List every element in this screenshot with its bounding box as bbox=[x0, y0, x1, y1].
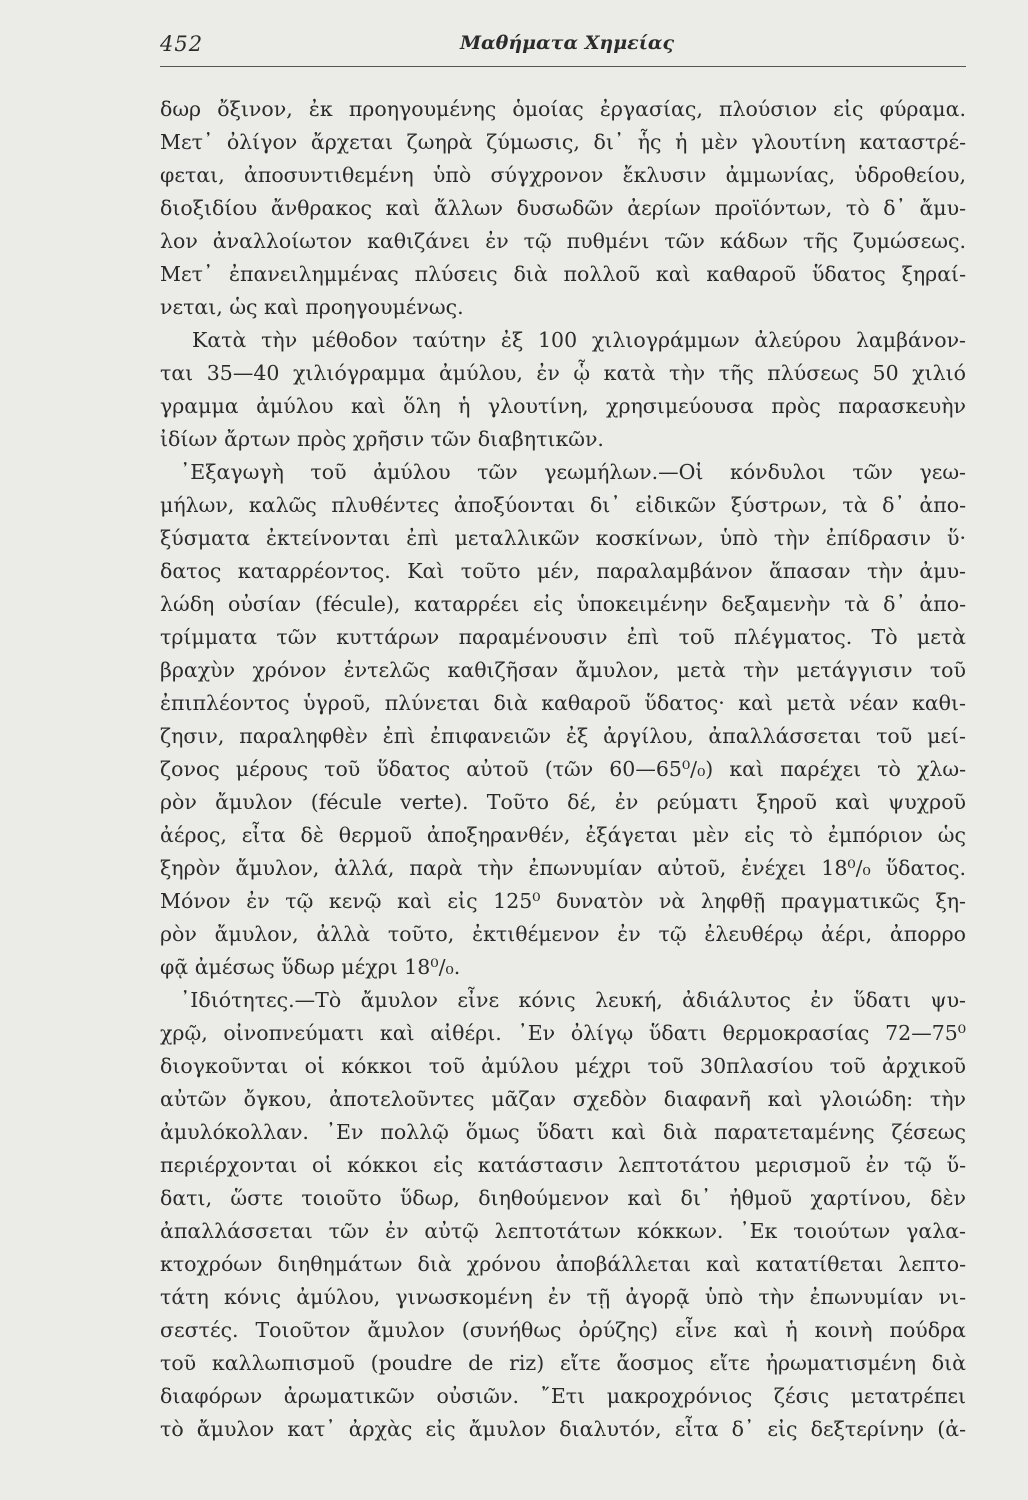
text-line: τάτη κόνις ἀμύλου, γινωσκομένη ἐν τῇ ἀγορᾷ ὑπὸ τὴν ἐπωνυμίαν νι- bbox=[160, 1285, 966, 1309]
text-line: νεται, ὡς καὶ προηγουμένως. bbox=[160, 295, 464, 319]
text-line: δωρ ὄξινον, ἐκ προηγουμένης ὁμοίας ἐργασίας, πλούσιον εἰς φύραμα. bbox=[160, 97, 966, 121]
text-line: ἀέρος, εἶτα δὲ θερμοῦ ἀποξηρανθέν, ἐξάγεται μὲν εἰς τὸ ἐμπόριον ὡς bbox=[160, 823, 966, 847]
text-line: Μόνον ἐν τῷ κενῷ καὶ εἰς 125⁰ δυνατὸν νὰ ληφθῇ πραγματικῶς ξη- bbox=[160, 889, 966, 913]
text-line: Μετ᾽ ὀλίγον ἄρχεται ζωηρὰ ζύμωσις, δι᾽ ἧς ἡ μὲν γλουτίνη καταστρέ- bbox=[160, 130, 966, 154]
text-line: δατος καταρρέοντος. Καὶ τοῦτο μέν, παραλαμβάνον ἅπασαν τὴν ἀμυ- bbox=[160, 559, 966, 583]
text-line: ἀμυλόκολλαν. ᾽Εν πολλῷ ὅμως ὕδατι καὶ διὰ παρατεταμένης ζέσεως bbox=[160, 1120, 966, 1144]
text-line: σεστές. Τοιοῦτον ἄμυλον (συνήθως ὀρύζης) εἶνε καὶ ἡ κοινὴ πούδρα bbox=[160, 1318, 966, 1342]
text-line: ξηρὸν ἄμυλον, ἀλλά, παρὰ τὴν ἐπωνυμίαν αὐτοῦ, ἐνέχει 18⁰/₀ ὕδατος. bbox=[160, 856, 966, 880]
text-line: ζονος μέρους τοῦ ὕδατος αὐτοῦ (τῶν 60—65⁰/₀) καὶ παρέχει τὸ χλω- bbox=[160, 757, 966, 781]
text-line: περιέρχονται οἱ κόκκοι εἰς κατάστασιν λεπτοτάτου μερισμοῦ ἐν τῷ ὕ- bbox=[160, 1153, 966, 1177]
text-line: διογκοῦνται οἱ κόκκοι τοῦ ἀμύλου μέχρι τοῦ 30πλασίου τοῦ ἀρχικοῦ bbox=[160, 1054, 966, 1078]
text-line: λώδη οὐσίαν (fécule), καταρρέει εἰς ὑποκειμένην δεξαμενὴν τὰ δ᾽ ἀπο- bbox=[160, 592, 966, 616]
text-line: ᾽Ιδιότητες.—Τὸ ἄμυλον εἶνε κόνις λευκή, ἀδιάλυτος ἐν ὕδατι ψυ- bbox=[180, 988, 966, 1012]
text-line: ἀπαλλάσσεται τῶν ἐν αὐτῷ λεπτοτάτων κόκκων. ᾽Εκ τοιούτων γαλα- bbox=[160, 1219, 966, 1243]
text-line: ρὸν ἄμυλον (fécule verte). Τοῦτο δέ, ἐν ρεύματι ξηροῦ καὶ ψυχροῦ bbox=[160, 790, 966, 814]
page-number: 452 bbox=[160, 32, 204, 56]
text-line: τρίμματα τῶν κυττάρων παραμένουσιν ἐπὶ τοῦ πλέγματος. Τὸ μετὰ bbox=[160, 625, 966, 649]
text-line: διαφόρων ἀρωματικῶν οὐσιῶν. ῎Ετι μακροχρόνιος ζέσις μετατρέπει bbox=[160, 1384, 966, 1408]
page-header bbox=[160, 28, 966, 62]
text-line: φεται, ἀποσυντιθεμένη ὑπὸ σύγχρονον ἔκλυσιν ἀμμωνίας, ὑδροθείου, bbox=[160, 163, 966, 187]
text-line: φᾷ ἀμέσως ὕδωρ μέχρι 18⁰/₀. bbox=[160, 955, 461, 979]
text-line: τὸ ἄμυλον κατ᾽ ἀρχὰς εἰς ἄμυλον διαλυτόν, εἶτα δ᾽ εἰς δεξτερίνην (ἀ- bbox=[160, 1417, 966, 1441]
body-text bbox=[160, 93, 966, 1446]
text-line: ἐπιπλέοντος ὑγροῦ, πλύνεται διὰ καθαροῦ ὕδατος· καὶ μετὰ νέαν καθι- bbox=[160, 691, 966, 715]
header-rule bbox=[160, 66, 966, 67]
text-line: χρῷ, οἰνοπνεύματι καὶ αἰθέρι. ᾽Εν ὀλίγῳ ὕδατι θερμοκρασίας 72—75⁰ bbox=[160, 1021, 966, 1045]
text-line: βραχὺν χρόνον ἐντελῶς καθιζῆσαν ἄμυλον, μετὰ τὴν μετάγγισιν τοῦ bbox=[160, 658, 966, 682]
text-line: μήλων, καλῶς πλυθέντες ἀποξύονται δι᾽ εἰδικῶν ξύστρων, τὰ δ᾽ ἀπο- bbox=[160, 493, 966, 517]
text-line: αὐτῶν ὄγκου, ἀποτελοῦντες μᾶζαν σχεδὸν διαφανῆ καὶ γλοιώδη: τὴν bbox=[160, 1087, 966, 1111]
text-line: ρὸν ἄμυλον, ἀλλὰ τοῦτο, ἐκτιθέμενον ἐν τῷ ἐλευθέρῳ ἀέρι, ἀπορρο bbox=[160, 922, 966, 946]
running-title: Μαθήματα Χημείας bbox=[460, 32, 675, 54]
text-line: διοξιδίου ἄνθρακος καὶ ἄλλων δυσωδῶν ἀερίων προϊόντων, τὸ δ᾽ ἄμυ- bbox=[160, 196, 966, 220]
text-line: ἰδίων ἄρτων πρὸς χρῆσιν τῶν διαβητικῶν. bbox=[160, 427, 604, 451]
text-line: Κατὰ τὴν μέθοδον ταύτην ἐξ 100 χιλιογράμμων ἀλεύρου λαμβάνον- bbox=[192, 328, 966, 352]
text-line: ξύσματα ἐκτείνονται ἐπὶ μεταλλικῶν κοσκίνων, ὑπὸ τὴν ἐπίδρασιν ὕ· bbox=[160, 526, 966, 550]
text-line: Μετ᾽ ἐπανειλημμένας πλύσεις διὰ πολλοῦ καὶ καθαροῦ ὕδατος ξηραί- bbox=[160, 262, 966, 286]
text-line: ᾽Εξαγωγὴ τοῦ ἀμύλου τῶν γεωμήλων.—Οἱ κόνδυλοι τῶν γεω- bbox=[180, 460, 966, 484]
text-line: ται 35—40 χιλιόγραμμα ἀμύλου, ἐν ᾧ κατὰ τὴν τῆς πλύσεως 50 χιλιό bbox=[160, 361, 966, 385]
text-line: τοῦ καλλωπισμοῦ (poudre de riz) εἴτε ἄοσμος εἴτε ἠρωματισμένη διὰ bbox=[160, 1351, 966, 1375]
text-line: δατι, ὥστε τοιοῦτο ὕδωρ, διηθούμενον καὶ δι᾽ ἠθμοῦ χαρτίνου, δὲν bbox=[160, 1186, 966, 1210]
text-line: κτοχρόων διηθημάτων διὰ χρόνου ἀποβάλλεται καὶ κατατίθεται λεπτο- bbox=[160, 1252, 966, 1276]
text-line: γραμμα ἀμύλου καὶ ὅλη ἡ γλουτίνη, χρησιμεύουσα πρὸς παρασκευὴν bbox=[160, 394, 966, 418]
text-line: λον ἀναλλοίωτον καθιζάνει ἐν τῷ πυθμένι τῶν κάδων τῆς ζυμώσεως. bbox=[160, 229, 966, 253]
text-line: ζησιν, παραληφθὲν ἐπὶ ἐπιφανειῶν ἐξ ἀργίλου, ἀπαλλάσσεται τοῦ μεί- bbox=[160, 724, 966, 748]
